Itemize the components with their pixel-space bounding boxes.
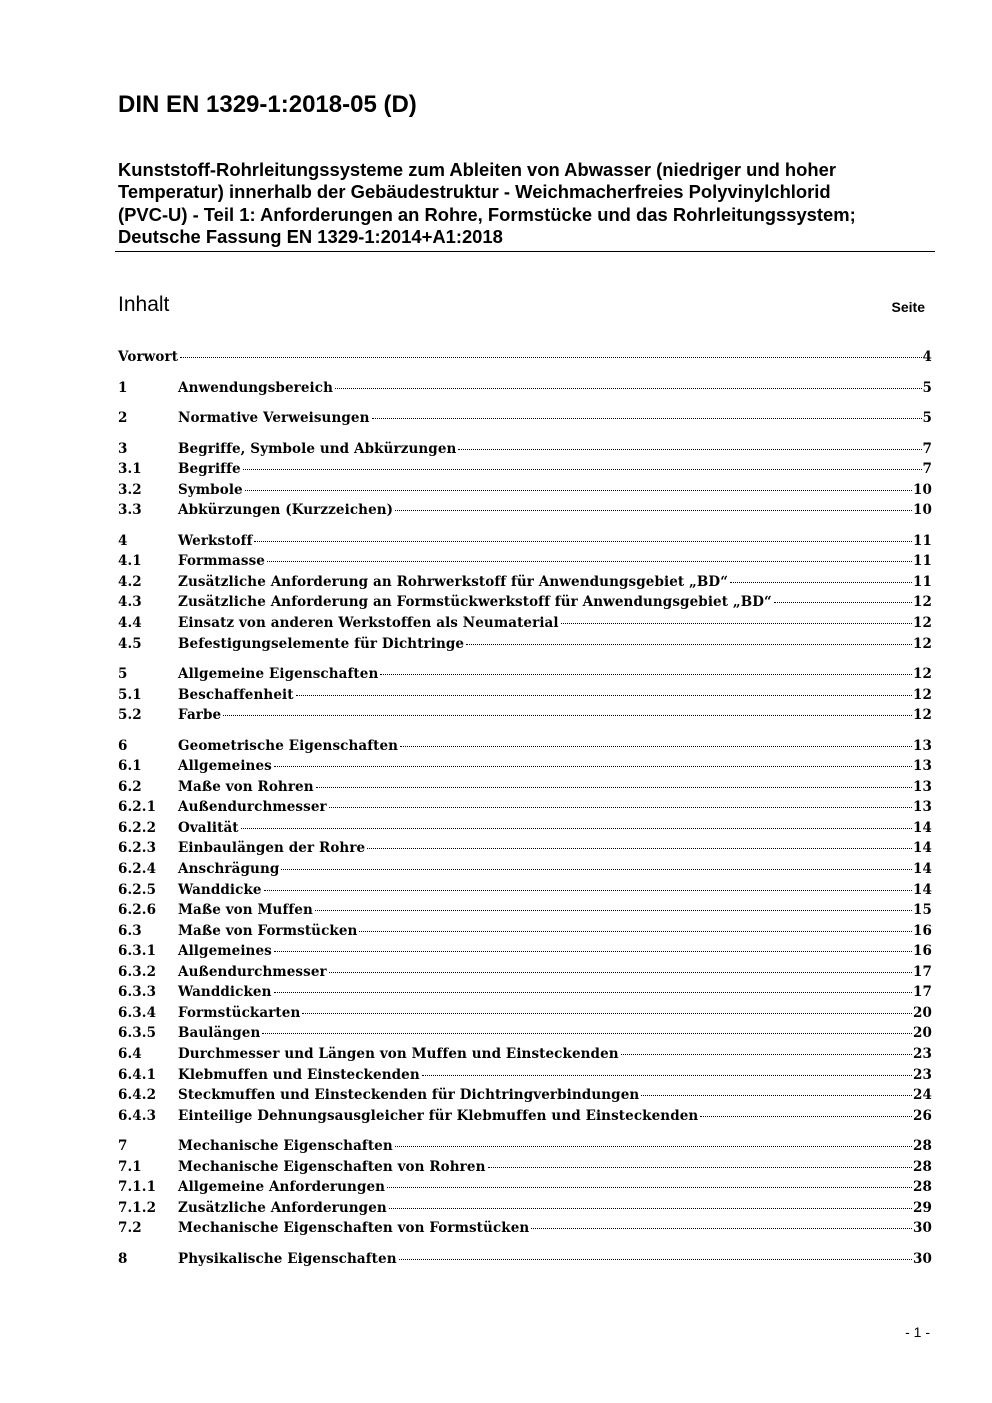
toc-entry-page: 28 [913,1158,932,1175]
toc-entry-number: 6.2 [118,778,142,795]
toc-entry-title: Allgemeines [178,758,272,775]
toc-leader-dots [387,1187,912,1188]
toc-entry-title: Anwendungsbereich [178,379,334,396]
toc-entry-page: 24 [913,1087,932,1104]
toc-entry-title: Einbaulängen der Rohre [178,840,366,857]
toc-entry-number: 6.4.2 [118,1087,157,1104]
toc-entry-title: Normative Verweisungen [178,410,370,427]
toc-entry-number: 7.1 [118,1158,142,1175]
toc-entry-page: 13 [913,799,932,816]
toc-entry-number: 6.4.1 [118,1066,157,1083]
toc-leader-dots [380,674,912,675]
toc-entry[interactable] [118,1065,932,1086]
toc-entry-number: 6.1 [118,758,142,775]
toc-leader-dots [302,1013,912,1014]
toc-entry-number: 6.4.3 [118,1107,157,1124]
toc-leader-dots [621,1054,912,1055]
toc-entry-title: Durchmesser und Längen von Muffen und Einsteckenden [178,1045,619,1062]
subtitle-line: Deutsche Fassung EN 1329-1:2014+A1:2018 [118,226,503,248]
toc-entry[interactable] [118,1198,932,1219]
toc-entry-page: 11 [913,532,932,549]
toc-entry-title: Steckmuffen und Einsteckenden für Dichtringverbindungen [178,1087,640,1104]
toc-entry-number: 8 [118,1250,128,1267]
toc-leader-dots [389,1208,912,1209]
toc-entry-page: 12 [913,686,932,703]
toc-entry[interactable] [118,818,932,839]
toc-entry[interactable] [118,705,932,726]
toc-entry-number: 6.3.5 [118,1025,157,1042]
toc-entry-page: 20 [913,1004,932,1021]
toc-entry[interactable] [118,921,932,942]
toc-entry-page: 12 [913,594,932,611]
toc-entry-number: 7.2 [118,1220,142,1237]
toc-entry-page: 20 [913,1025,932,1042]
toc-entry[interactable] [118,1085,932,1106]
toc-entry[interactable] [118,1218,932,1239]
toc-entry-page: 4 [922,349,932,365]
toc-entry-page: 23 [913,1045,932,1062]
toc-entry-title: Einteilige Dehnungsausgleicher für Klebmuffen und Einsteckenden [178,1107,699,1124]
toc-entry-title: Wanddicken [178,984,272,1001]
toc-leader-dots [274,766,912,767]
toc-entry-page: 28 [913,1138,932,1155]
toc-entry-title: Begriffe [178,461,241,478]
toc-entry-page: 29 [913,1199,932,1216]
toc-entry-page: 11 [913,553,932,570]
toc-entry[interactable] [118,1003,932,1024]
toc-entry-page: 16 [913,943,932,960]
toc-entry-title: Einsatz von anderen Werkstoffen als Neumaterial [178,615,559,632]
toc-entry[interactable] [118,777,932,798]
toc-entry[interactable] [118,664,932,685]
toc-entry[interactable] [118,572,932,593]
toc-entry[interactable] [118,1157,932,1178]
toc-leader-dots [329,807,912,808]
toc-entry-page: 12 [913,615,932,632]
toc-entry-title: Baulängen [178,1025,261,1042]
toc-leader-dots [458,449,921,450]
toc-entry-number: 6.2.6 [118,902,157,919]
toc-leader-dots [335,388,921,389]
toc-entry[interactable] [118,592,932,613]
toc-entry[interactable] [118,408,932,429]
toc-entry-title: Zusätzliche Anforderungen [178,1199,387,1216]
toc-entry-page: 30 [913,1220,932,1237]
toc-entry-page: 14 [913,840,932,857]
toc-entry-number: 4.4 [118,615,142,632]
toc-entry-number: 5.1 [118,686,142,703]
toc-entry-title: Beschaffenheit [178,686,294,703]
toc-entry-title: Allgemeine Eigenschaften [178,666,379,683]
toc-entry-page: 15 [913,902,932,919]
toc-entry-page: 14 [913,861,932,878]
toc-entry[interactable] [118,634,932,655]
toc-entry-page: 28 [913,1179,932,1196]
toc-entry-title: Mechanische Eigenschaften [178,1138,393,1155]
toc-entry-number: 6.2.2 [118,819,157,836]
toc-leader-dots [264,890,912,891]
toc-entry[interactable] [118,1136,932,1157]
page-column-label: Seite [891,299,925,315]
toc-entry[interactable] [118,613,932,634]
toc-entry-page: 26 [913,1107,932,1124]
toc-entry-page: 12 [913,666,932,683]
title-divider [115,251,935,252]
toc-leader-dots [274,992,912,993]
toc-entry-number: 6.3.1 [118,943,157,960]
toc-entry[interactable] [118,1177,932,1198]
toc-entry-number: 6.2.3 [118,840,157,857]
toc-leader-dots [561,623,912,624]
toc-leader-dots [730,582,912,583]
toc-entry-title: Mechanische Eigenschaften von Rohren [178,1158,486,1175]
subtitle-line: (PVC-U) - Teil 1: Anforderungen an Rohre, Formstücke und das Rohrleitungssystem; [118,203,856,225]
toc-entry[interactable] [118,685,932,706]
table-of-contents [118,347,932,1269]
toc-entry-page: 12 [913,707,932,724]
toc-leader-dots [422,1075,912,1076]
toc-entry-number: 6.3.2 [118,963,157,980]
subtitle-line: Temperatur) innerhalb der Gebäudestruktur - Weichmacherfreies Polyvinylchlorid [118,181,831,203]
toc-entry-number: 1 [118,379,128,396]
toc-entry-title: Symbole [178,481,243,498]
toc-entry-number: 4.1 [118,553,142,570]
toc-entry-page: 5 [922,410,932,427]
toc-entry[interactable] [118,500,932,521]
toc-entry-number: 5.2 [118,707,142,724]
toc-leader-dots [700,1116,912,1117]
toc-entry-title: Ovalität [178,819,239,836]
toc-entry-page: 7 [922,440,932,457]
toc-entry-title: Formmasse [178,553,265,570]
toc-entry-number: 3.3 [118,502,142,519]
toc-entry-page: 11 [913,573,932,590]
toc-entry[interactable] [118,838,932,859]
toc-entry[interactable] [118,880,932,901]
toc-entry-title: Maße von Muffen [178,902,313,919]
toc-entry[interactable] [118,378,932,399]
toc-leader-dots [315,910,912,911]
toc-entry-title: Allgemeines [178,943,272,960]
toc-leader-dots [262,1033,912,1034]
toc-entry-number: 3 [118,440,128,457]
toc-leader-dots [367,848,912,849]
toc-entry[interactable] [118,1023,932,1044]
toc-leader-dots [395,1146,912,1147]
toc-entry-page: 5 [922,379,932,396]
toc-entry-page: 10 [913,502,932,519]
toc-leader-dots [267,561,912,562]
toc-entry-page: 12 [913,635,932,652]
toc-leader-dots [254,541,912,542]
toc-entry[interactable] [118,859,932,880]
toc-entry-number: 6.3.4 [118,1004,157,1021]
toc-entry-number: 3.1 [118,461,142,478]
toc-leader-dots [399,1259,912,1260]
toc-entry-number: 4.3 [118,594,142,611]
toc-entry-number: 6.2.1 [118,799,157,816]
toc-leader-dots [243,469,922,470]
toc-entry-title: Maße von Formstücken [178,922,358,939]
toc-entry[interactable] [118,459,932,480]
toc-entry-page: 14 [913,819,932,836]
toc-entry-page: 17 [913,984,932,1001]
toc-entry-number: Vorwort [118,349,179,365]
toc-leader-dots [241,828,912,829]
toc-entry-number: 6 [118,737,128,754]
toc-entry-title: Außendurchmesser [178,963,327,980]
toc-leader-dots [400,746,912,747]
toc-leader-dots [641,1095,912,1096]
toc-entry-page: 13 [913,778,932,795]
toc-entry-title: Allgemeine Anforderungen [178,1179,386,1196]
toc-entry-number: 7.1.1 [118,1179,157,1196]
toc-entry-number: 4 [118,532,128,549]
toc-leader-dots [466,644,912,645]
toc-entry-page: 30 [913,1250,932,1267]
toc-entry[interactable] [118,982,932,1003]
toc-entry-number: 5 [118,666,128,683]
toc-entry-number: 6.4 [118,1045,142,1062]
toc-entry[interactable] [118,962,932,983]
toc-entry[interactable] [118,797,932,818]
toc-entry-page: 16 [913,922,932,939]
page-number: - 1 - [905,1324,930,1340]
toc-entry-number: 4.5 [118,635,142,652]
toc-entry-title: Formstückarten [178,1004,301,1021]
toc-entry-title: Mechanische Eigenschaften von Formstücken [178,1220,530,1237]
toc-entry-page: 10 [913,481,932,498]
toc-entry[interactable] [118,736,932,757]
toc-leader-dots [774,602,912,603]
toc-entry-title: Werkstoff [178,532,253,549]
toc-leader-dots [395,510,912,511]
toc-leader-dots [245,490,912,491]
toc-entry[interactable] [118,1249,932,1270]
toc-leader-dots [281,869,912,870]
toc-entry-title: Geometrische Eigenschaften [178,737,399,754]
toc-entry-page: 7 [922,461,932,478]
toc-entry[interactable] [118,1106,932,1127]
toc-entry-title: Physikalische Eigenschaften [178,1250,397,1267]
toc-leader-dots [359,931,912,932]
toc-entry[interactable] [118,531,932,552]
toc-leader-dots [180,357,921,358]
toc-entry-number: 6.3.3 [118,984,157,1001]
toc-entry[interactable] [118,347,932,368]
toc-entry-title: Wanddicke [178,881,262,898]
toc-entry-number: 4.2 [118,573,142,590]
document-title: DIN EN 1329-1:2018-05 (D) [118,91,417,118]
toc-entry-title: Klebmuffen und Einsteckenden [178,1066,420,1083]
toc-entry-number: 2 [118,410,128,427]
toc-leader-dots [329,972,912,973]
toc-entry-page: 13 [913,758,932,775]
toc-entry-page: 23 [913,1066,932,1083]
toc-entry-number: 6.2.4 [118,861,157,878]
toc-entry[interactable] [118,941,932,962]
toc-entry-number: 3.2 [118,481,142,498]
toc-entry-title: Zusätzliche Anforderung an Rohrwerkstoff für Anwendungsgebiet „BD“ [178,573,729,590]
toc-leader-dots [488,1167,913,1168]
document-subtitle [118,159,933,249]
toc-entry[interactable] [118,439,932,460]
toc-entry-title: Außendurchmesser [178,799,327,816]
toc-entry[interactable] [118,756,932,777]
toc-leader-dots [372,418,922,419]
toc-entry[interactable] [118,480,932,501]
toc-entry-number: 6.2.5 [118,881,157,898]
toc-entry-number: 7 [118,1138,128,1155]
toc-entry-page: 17 [913,963,932,980]
toc-leader-dots [531,1228,912,1229]
toc-entry-title: Maße von Rohren [178,778,314,795]
toc-leader-dots [296,695,912,696]
toc-entry-title: Begriffe, Symbole und Abkürzungen [178,440,457,457]
subtitle-line: Kunststoff-Rohrleitungssysteme zum Ableiten von Abwasser (niedriger und hoher [118,159,836,180]
toc-entry-title: Anschrägung [178,861,280,878]
toc-entry-page: 14 [913,881,932,898]
toc-leader-dots [274,951,912,952]
toc-leader-dots [223,715,912,716]
toc-entry-title: Zusätzliche Anforderung an Formstückwerkstoff für Anwendungsgebiet „BD“ [178,594,772,611]
toc-entry-number: 6.3 [118,922,142,939]
toc-entry[interactable] [118,900,932,921]
toc-leader-dots [316,787,912,788]
toc-entry-number: 7.1.2 [118,1199,157,1216]
toc-entry-title: Abkürzungen (Kurzzeichen) [178,502,394,519]
toc-heading: Inhalt [118,293,170,316]
toc-entry-title: Farbe [178,707,222,724]
toc-entry[interactable] [118,551,932,572]
toc-entry-title: Befestigungselemente für Dichtringe [178,635,465,652]
toc-entry[interactable] [118,1044,932,1065]
toc-entry-page: 13 [913,737,932,754]
